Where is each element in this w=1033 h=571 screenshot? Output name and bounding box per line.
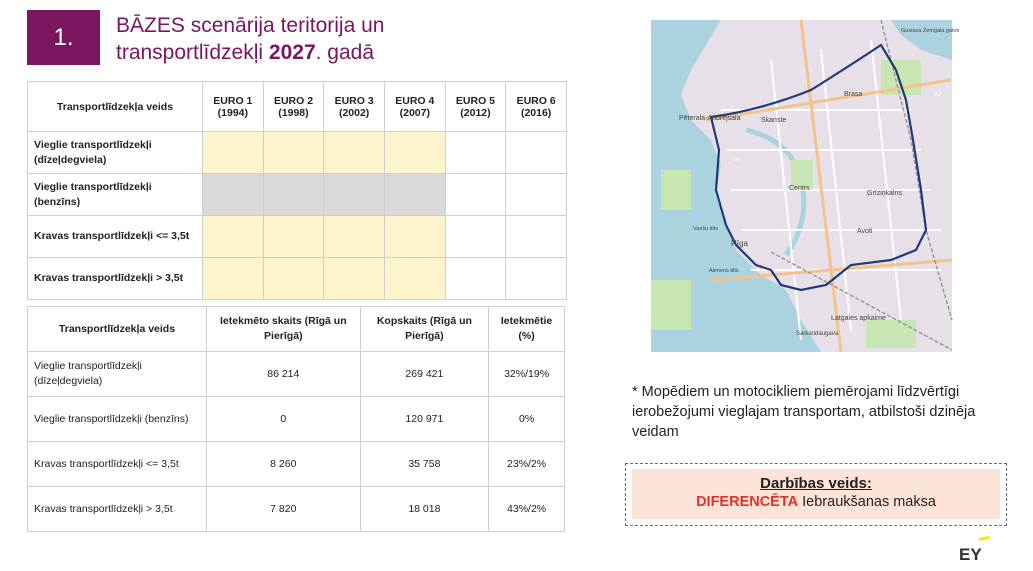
map-label: A2 <box>934 92 942 98</box>
map-label: Sarkandaugava <box>796 331 839 337</box>
euro-row-label: Kravas transportlīdzekļi <= 3,5t <box>28 216 203 258</box>
impact-header-row <box>28 307 565 352</box>
impact-percent: 23%/2% <box>489 442 565 487</box>
euro-cell-exempt <box>324 174 385 216</box>
impact-row-label: Kravas transportlīdzekļi > 3,5t <box>28 487 207 532</box>
title-suffix: . gadā <box>315 41 375 64</box>
impact-header-percent: Ietekmētie (%) <box>489 307 565 352</box>
map-label: Centrs <box>789 185 810 192</box>
impact-table-row <box>28 352 565 397</box>
impact-row-label: Kravas transportlīdzekļi <= 3,5t <box>28 442 207 487</box>
action-rest: Iebraukšanas maksa <box>798 494 936 510</box>
euro-cell-restricted <box>384 258 445 300</box>
euro-cell-allowed <box>445 258 506 300</box>
impact-row-label: Vieglie transportlīdzekļi (dīzeļdegviela) <box>28 352 207 397</box>
impact-affected: 0 <box>207 397 361 442</box>
euro-cell-allowed <box>506 132 567 174</box>
euro-standards-table <box>27 81 567 300</box>
euro-cell-allowed <box>506 258 567 300</box>
euro-col-header: EURO 3 (2002) <box>324 82 385 132</box>
euro-col-header: EURO 2 (1998) <box>263 82 324 132</box>
euro-cell-restricted <box>203 216 264 258</box>
map-label: Rīga <box>731 239 748 248</box>
map-park <box>661 170 691 210</box>
impact-total: 269 421 <box>360 352 489 397</box>
impact-percent: 0% <box>489 397 565 442</box>
euro-table-row <box>28 258 567 300</box>
map-label: Vanšu tilts <box>693 226 718 232</box>
euro-cell-restricted <box>203 132 264 174</box>
map-park <box>866 320 916 348</box>
euro-cell-restricted <box>324 132 385 174</box>
euro-cell-allowed <box>506 216 567 258</box>
action-body <box>632 494 1000 510</box>
action-highlight: DIFERENCĒTA <box>696 494 799 510</box>
map-label: Akmens tilts <box>709 268 739 274</box>
action-title: Darbības veids: <box>760 475 872 492</box>
euro-table-row <box>28 216 567 258</box>
impact-percent: 43%/2% <box>489 487 565 532</box>
impact-affected: 8 260 <box>207 442 361 487</box>
euro-header-row <box>28 82 567 132</box>
euro-cell-allowed <box>445 174 506 216</box>
euro-cell-allowed <box>445 132 506 174</box>
map-label: Pēterala-Andrejsala <box>679 115 741 122</box>
euro-cell-restricted <box>324 258 385 300</box>
euro-cell-restricted <box>263 258 324 300</box>
impact-total: 18 018 <box>360 487 489 532</box>
slide-title <box>116 12 536 66</box>
title-text: BĀZES scenārija teritorija un transportlīdzekļi <box>116 14 385 64</box>
action-box-fill <box>632 469 1000 519</box>
euro-cell-restricted <box>324 216 385 258</box>
euro-cell-restricted <box>203 258 264 300</box>
euro-table-row <box>28 132 567 174</box>
map-park <box>651 280 691 330</box>
impact-header-vehicle-type: Transportlīdzekļa veids <box>28 307 207 352</box>
impact-affected: 86 214 <box>207 352 361 397</box>
euro-cell-exempt <box>263 174 324 216</box>
impact-percent: 32%/19% <box>489 352 565 397</box>
map-label: Skanste <box>761 117 787 124</box>
impact-total: 120 971 <box>360 397 489 442</box>
action-box <box>625 463 1007 526</box>
impact-table-row <box>28 442 565 487</box>
euro-table-row <box>28 174 567 216</box>
impact-header-total: Kopskaits (Rīgā un Pierīgā) <box>360 307 489 352</box>
euro-cell-exempt <box>384 174 445 216</box>
map-label: Brasa <box>844 91 863 98</box>
impact-table-row <box>28 397 565 442</box>
impact-row-label: Vieglie transportlīdzekļi (benzīns) <box>28 397 207 442</box>
euro-cell-restricted <box>384 216 445 258</box>
impact-affected: 7 820 <box>207 487 361 532</box>
euro-cell-allowed <box>506 174 567 216</box>
impact-header-affected: Ietekmēto skaits (Rīgā un Pierīgā) <box>207 307 361 352</box>
euro-cell-allowed <box>445 216 506 258</box>
map-label: Grīziņkalns <box>867 190 903 197</box>
map-label: Latgales apkaime <box>831 315 886 322</box>
ey-logo <box>957 536 989 562</box>
euro-cell-restricted <box>263 132 324 174</box>
slide-number: 1. <box>53 23 74 51</box>
map-label: Gustava Zemgala gatve <box>901 28 960 34</box>
euro-row-label: Kravas transportlīdzekļi > 3,5t <box>28 258 203 300</box>
euro-col-header: EURO 5 (2012) <box>445 82 506 132</box>
map-label: Avoti <box>857 228 873 235</box>
riga-map <box>651 20 960 352</box>
impact-total: 35 758 <box>360 442 489 487</box>
euro-cell-restricted <box>263 216 324 258</box>
ey-logo-text: EY <box>959 545 982 564</box>
euro-row-label: Vieglie transportlīdzekļi (dīzeļdegviela) <box>28 132 203 174</box>
impact-table-row <box>28 487 565 532</box>
title-year: 2027 <box>268 41 316 64</box>
map-label: P1 <box>733 158 741 164</box>
impact-table <box>27 306 565 532</box>
euro-cell-exempt <box>203 174 264 216</box>
euro-col-header: EURO 6 (2016) <box>506 82 567 132</box>
euro-col-header: EURO 4 (2007) <box>384 82 445 132</box>
ey-logo-mark <box>979 536 989 541</box>
moped-note: * Mopēdiem un motocikliem piemērojami līdzvērtīgi ierobežojumi vieglajam transportam, atbilstoši dzinēja veidam <box>632 384 976 440</box>
euro-col-header: EURO 1 (1994) <box>203 82 264 132</box>
euro-header-vehicle-type: Transportlīdzekļa veids <box>28 82 203 132</box>
euro-cell-restricted <box>384 132 445 174</box>
euro-row-label: Vieglie transportlīdzekļi (benzīns) <box>28 174 203 216</box>
slide-number-box <box>27 10 100 65</box>
